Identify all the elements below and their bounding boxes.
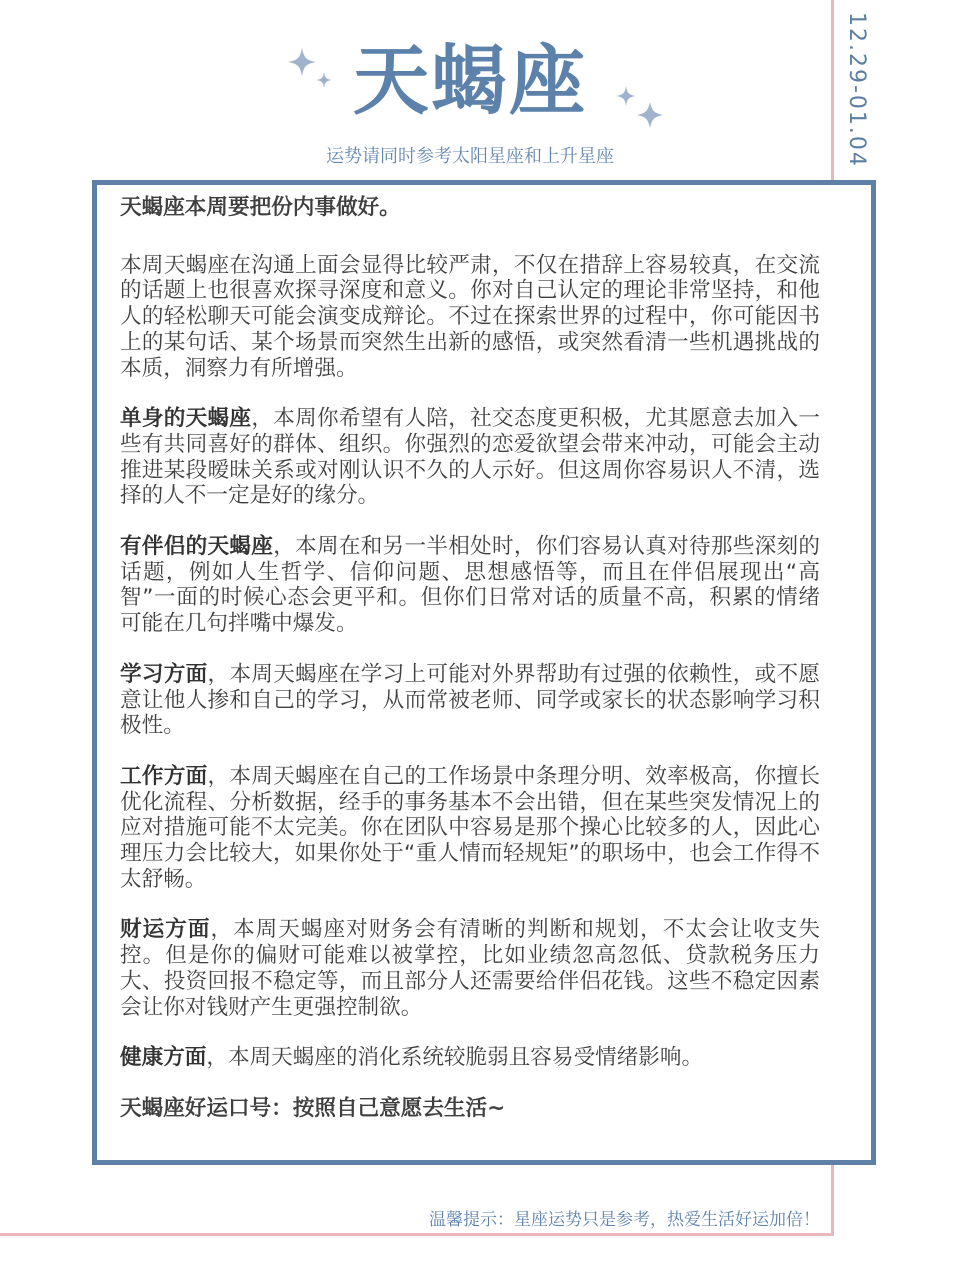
footer-tip: 温馨提示：星座运势只是参考，热爱生活好运加倍！ (429, 1210, 820, 1230)
headline: 天蝎座本周要把份内事做好。 (120, 195, 401, 220)
section-work (120, 764, 820, 893)
horoscope-content (120, 195, 820, 1147)
section-text: ，本周在和另一半相处时，你们容易认真对待那些深刻的话题，例如人生哲学、信仰问题、思想感悟等，而且在伴侣展现出“高智”一面的时候心态会更平和。但你们日常对话的质量不高，积累的情绪可能在几句拌嘴中爆发。 (120, 534, 820, 637)
section-label: 财运方面 (120, 917, 211, 943)
section-health (120, 1045, 820, 1071)
section-text: ，本周天蝎座在学习上可能对外界帮助有过强的依赖性，或不愿意让他人掺和自己的学习，从而常被老师、同学或家长的状态影响学习积极性。 (120, 661, 820, 739)
section-label: 单身的天蝎座 (120, 406, 252, 432)
subtitle: 运势请同时参考太阳星座和上升星座 (326, 146, 614, 167)
section-text: ，本周天蝎座的消化系统较脆弱且容易受情绪影响。 (206, 1045, 704, 1071)
pink-horizontal-line (0, 1233, 834, 1236)
section-single (120, 406, 820, 509)
lucky-motto: 天蝎座好运口号：按照自己意愿去生活~ (120, 1095, 506, 1121)
page-title: 天蝎座 (353, 36, 587, 125)
section-text: ，本周你希望有人陪，社交态度更积极，尤其愿意去加入一些有共同喜好的群体、组织。你强烈的恋爱欲望会带来冲动，可能会主动推进某段暧昧关系或对刚认识不久的人示好。但这周你容易识人不清，选择的人不一定是好的缘分。 (120, 406, 820, 509)
section-study (120, 662, 820, 739)
section-partner (120, 534, 820, 637)
section-text: ，本周天蝎座在自己的工作场景中条理分明、效率极高，你擅长优化流程、分析数据，经手的事务基本不会出错，但在某些突发情况上的应对措施可能不太完美。你在团队中容易是那个操心比较多的人，因此心理压力会比较大，如果你处于“重人情而轻规矩”的职场中，也会工作得不太舒畅。 (120, 763, 820, 892)
section-label: 工作方面 (120, 763, 208, 789)
section-label: 有伴侣的天蝎座 (120, 534, 274, 560)
section-finance (120, 917, 820, 1020)
section-label: 学习方面 (120, 661, 208, 687)
date-range: 12.29-01.04 (844, 12, 869, 168)
intro-paragraph: 本周天蝎座在沟通上面会显得比较严肃，不仅在措辞上容易较真，在交流的话题上也很喜欢探寻深度和意义。你对自己认定的理论非常坚持，和他人的轻松聊天可能会演变成辩论。不过在探索世界的过程中，你可能因书上的某句话、某个场景而突然生出新的感悟，或突然看清一些机遇挑战的本质，洞察力有所增强。 (120, 252, 820, 381)
section-text: ，本周天蝎座对财务会有清晰的判断和规划，不太会让收支失控。但是你的偏财可能难以被掌控，比如业绩忽高忽低、贷款税务压力大、投资回报不稳定等，而且部分人还需要给伴侣花钱。这些不稳定因素会让你对钱财产生更强控制欲。 (120, 917, 820, 1020)
section-label: 健康方面 (120, 1045, 207, 1071)
